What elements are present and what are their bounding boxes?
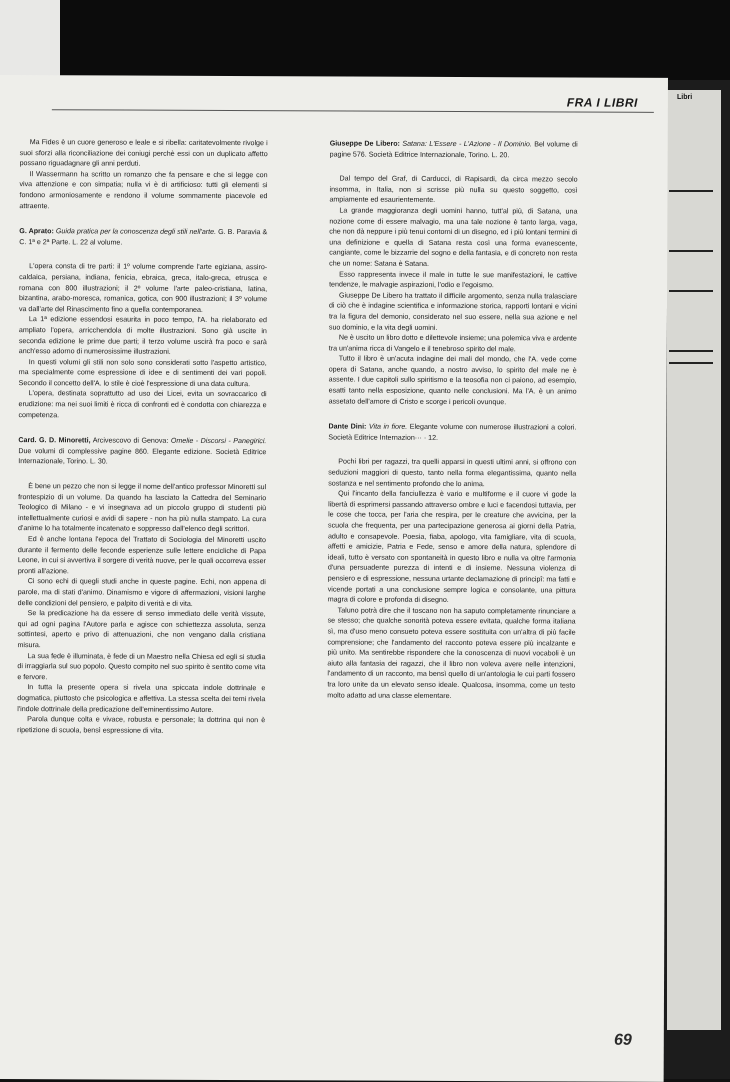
review-details: Elegante volume con numerose illustrazioni a colori. Società Editrice Internazion··· · 12. xyxy=(328,423,577,442)
review-author: Card. G. D. Minoretti, xyxy=(18,436,91,445)
paragraph: È bene un pezzo che non si legge il nome dell'antico professor Minoretti sul frontespizio di un volume. Da quando ha lasciato la Cattedra del Seminario Teologico di Milano - e vi insegnava ad un piccolo gruppo di studenti più intellettualmente curiosi e avidi di sapere - non ha più nulla stampato. La cura d'anime lo ha totalmente incatenato e soppresso dall'elenco degli scrittori. xyxy=(18,482,267,534)
scan-corner xyxy=(0,0,60,82)
scan-top-band xyxy=(0,0,730,82)
paragraph: Parola dunque colta e vivace, robusta e personale; la dottrina qui non è ripetizione di scuola, bensì espressione di vita. xyxy=(17,715,266,735)
review-author: G. Aprato: xyxy=(19,227,54,236)
running-head: FRA I LIBRI xyxy=(566,95,638,110)
paragraph: Ne è uscito un libro dotto e dilettevole insieme; una polemica viva e ardente tra un'anima ricca di Vangelo e il tenebroso spirito del male. xyxy=(328,333,577,353)
edge-strip xyxy=(667,90,721,1030)
paragraph: Il Wassermann ha scritto un romanzo che fa pensare e che si legge con viva attenzione e con simpatia; nulla vi è di artificioso: tutti gli elementi si fondono armoniosamente e rendono il volume sommamente piacevole ed attraente. xyxy=(19,169,268,210)
header-rule xyxy=(52,109,654,113)
paragraph: In tutta la presente opera si rivela una spiccata indole dottrinale e dogmatica, piuttosto che psicologica e affettiva. La stessa scelta dei temi rivela l'indole dottrinale della predicazione dell'eminentissimo Autore. xyxy=(17,683,266,714)
review-details: Bel volume di pagine 576. Società Editrice Internazionale, Torino. L. 20. xyxy=(329,140,578,159)
edge-mark xyxy=(669,362,713,364)
edge-mark xyxy=(669,290,713,292)
paragraph: Ma Fides è un cuore generoso e leale e si ribella: caritatevolmente rivolge i suoi sforzi alla riconciliazione dei coniugi perchè essi con un duplicato affetto possano riguadagnare gli anni perduti. xyxy=(19,138,268,168)
paragraph: Ed è anche lontana l'epoca del Trattato di Sociologia del Minoretti uscito durante il fermento delle feconde esperienze sulle lettere encicliche di Papa Leone, in cui si avvertiva il sorgere di verità nuove, per le quali occorreva esser pronti all'azione. xyxy=(17,535,266,576)
review-heading xyxy=(19,226,267,248)
page-number: 69 xyxy=(613,1031,632,1049)
paragraph: Esso rappresenta invece il male in tutte le sue manifestazioni, le cattive tendenze, le malvagie aspirazioni, l'odio e l'egoismo. xyxy=(329,270,578,290)
paragraph: Qui l'incanto della fanciullezza è vario e multiforme e il cuore vi gode la libertà di esprimersi passando attraverso ombre e luci e facendosi tuttavia, per le cose che tocca, per l'aria che respira, per le creature che avvicina, per la scuola che frequenta, per una partecipazione generosa ai giorni della Patria, adulto e consapevole. Poesia, fiaba, apologo, vita famigliare, vita di scuola, affetti e amicizie, Patria e Fede, senso e amore della natura, splendore di ideali, tutto è versato con spontaneità in questo libro e nulla va oltre l'armonia d'una persuadente purezza di intenti e di insieme. Nessuna violenza di pensiero e di espressione, nessuna urtante declamazione di principî: ma fatti e vicende portati a una conclusione sempre logica e consolante, una pittura magra di colore e profonda di disegno. xyxy=(327,489,577,605)
edge-mark xyxy=(669,190,713,192)
review-title: Satana: L'Essere - L'Azione - Il Dominio. xyxy=(402,139,532,149)
paragraph: Giuseppe De Libero ha trattato il difficile argomento, senza nulla tralasciare di ciò che è indagine scientifica e informazione storica, rapporti lontani e vicini tra la figura del demonio, considerato nel suo essere, nella sua azione e nel suo dominio, e la vita degli uomini. xyxy=(328,291,578,332)
paragraph: L'opera consta di tre parti: il 1º volume comprende l'arte egiziana, assiro-caldaica, persiana, indiana, fenicia, ebraica, greca, italo-greca, etrusca e romana con 800 illustrazioni; il 2º volume l'arte paleo-cristiana, latina, bizantina, arabo-moresca, romanica, gotica, con 900 illustrazioni; il 3º volume va dall'arte del Rinascimento fino a quella contemporanea. xyxy=(18,262,268,314)
right-column xyxy=(327,138,577,701)
paragraph: Se la predicazione ha da essere di senso immediato delle verità vissute, qui ad ogni pagina l'Autore parla e agisce con schiettezza assoluta, senza sottintesi, aperto e privo di attenuazioni, che non vengano dalla cristiana misura. xyxy=(17,609,266,650)
magazine-page xyxy=(0,75,668,1082)
review-heading xyxy=(330,138,578,160)
paragraph: Pochi libri per ragazzi, tra quelli apparsi in questi ultimi anni, si offrono con seduzioni maggiori di questo, tanto nella forma elegantissima, quanto nella sostanza e nel sentimento profondo che lo anima. xyxy=(328,457,577,488)
paragraph: Tutto il libro è un'acuta indagine dei mali del mondo, che l'A. vede come opera di Satana, anche quando, a nostro avviso, lo spirito del male ne è assente. I due capitoli sullo spiritismo e la teosofia non ci paiono, ad esempio, esatti tanto nella esposizione, quanto nelle conclusioni. Ma l'A. è un animo assetato dell'amore di Cristo e scorge i pericoli ovunque. xyxy=(328,354,577,406)
review-heading xyxy=(328,422,576,444)
edge-mark xyxy=(669,350,713,352)
review-title: Omelie - Discorsi - Panegirici. xyxy=(170,436,267,446)
left-column xyxy=(17,137,268,736)
review-heading xyxy=(18,435,266,468)
paragraph: L'opera, destinata soprattutto ad uso dei Licei, evita un sovraccarico di erudizione: ma nei suoi limiti è ricca di confronti ed è condotta con chiarezza e competenza. xyxy=(18,389,267,419)
review-title: Guida pratica per la conoscenza degli stili nell'arte. xyxy=(55,227,217,237)
paragraph: Taluno potrà dire che il toscano non ha saputo completamente rinunciare a se stesso; che qualche sonorità poteva essere evitata, qualche forma italiana sì, ma d'uso meno consueto poteva essere sostituita con un'altra di più facile comprensione; che l'andamento del racconto poteva essere più incalzante e più unito. Ma sentirebbe rispondere che la conoscenza di nuovi vocaboli è un aiuto alla fantasia dei ragazzi, che il libro non voleva avere nelle intenzioni, l'andamento di un racconto, ma bensì quello di un'antologia le cui parti fossero tra loro unite da un elevato senso ideale. Qualcosa, insomma, come un testo molto adatto ad una classe elementare. xyxy=(327,606,576,700)
paragraph: Dal tempo del Graf, di Carducci, di Rapisardi, da circa mezzo secolo insomma, in Italia, non si scrisse più nulla su questo soggetto, così ampiamente ed esaurientemente. xyxy=(329,174,578,205)
paragraph: La sua fede è illuminata, è fede di un Maestro nella Chiesa ed egli si studia di irraggiarla sul suo popolo. Questo compito nel suo spirito è sentito come vita e fervore. xyxy=(17,651,266,681)
paragraph: La 1ª edizione essendosi esaurita in poco tempo, l'A. ha rielaborato ed ampliato l'opera, arricchendola di molte illustrazioni. Sono già uscite in seconda edizione le prime due parti; il terzo volume uscirà fra poco e sarà anch'esso adorno di numerosissime illustrazioni. xyxy=(18,315,267,356)
paragraph: In questi volumi gli stili non solo sono considerati sotto l'aspetto artistico, ma specialmente come espressione di idee e di sentimenti dei vari popoli. Secondo il concetto dell'A. lo stile è cioè l'espressione di una data cultura. xyxy=(18,357,267,388)
paragraph: Ci sono echi di quegli studi anche in queste pagine. Echi, non appena di parole, ma di stati d'animo. Dinamismo e vigore di affermazioni, visioni larghe delle condizioni del pensiero, e palpito di verità e di vita. xyxy=(17,577,266,608)
review-title: Vita in fiore. xyxy=(368,422,408,432)
adjacent-page-edge xyxy=(663,80,730,1079)
paragraph: La grande maggioranza degli uomini hanno, tutt'al più, di Satana, una nozione come di essere malvagio, ma una tale nozione è tanto larga, vaga, che non dà neppure i più tenui contorni di un disegno, ed i più lontani termini di una definizione e quella di Satana resta così una forma evanescente, cangiante, come le bizzarrie del sogno e della fantasia, e di concreto non resta che un nome: Satana è Satana. xyxy=(329,206,578,268)
review-author: Dante Dini: xyxy=(328,422,367,431)
review-pre: Arcivescovo di Genova: xyxy=(92,436,169,445)
review-details: Due volumi di complessive pagine 860. Elegante edizione. Società Editrice Internazionale, Torino. L. 30. xyxy=(18,446,267,466)
edge-tab-label: Libri xyxy=(677,94,693,101)
edge-mark xyxy=(669,250,713,252)
review-details: G. B. Paravia & C. 1ª e 2ª Parte. L. 22 al volume. xyxy=(19,228,268,247)
review-author: Giuseppe De Libero: xyxy=(329,139,400,148)
